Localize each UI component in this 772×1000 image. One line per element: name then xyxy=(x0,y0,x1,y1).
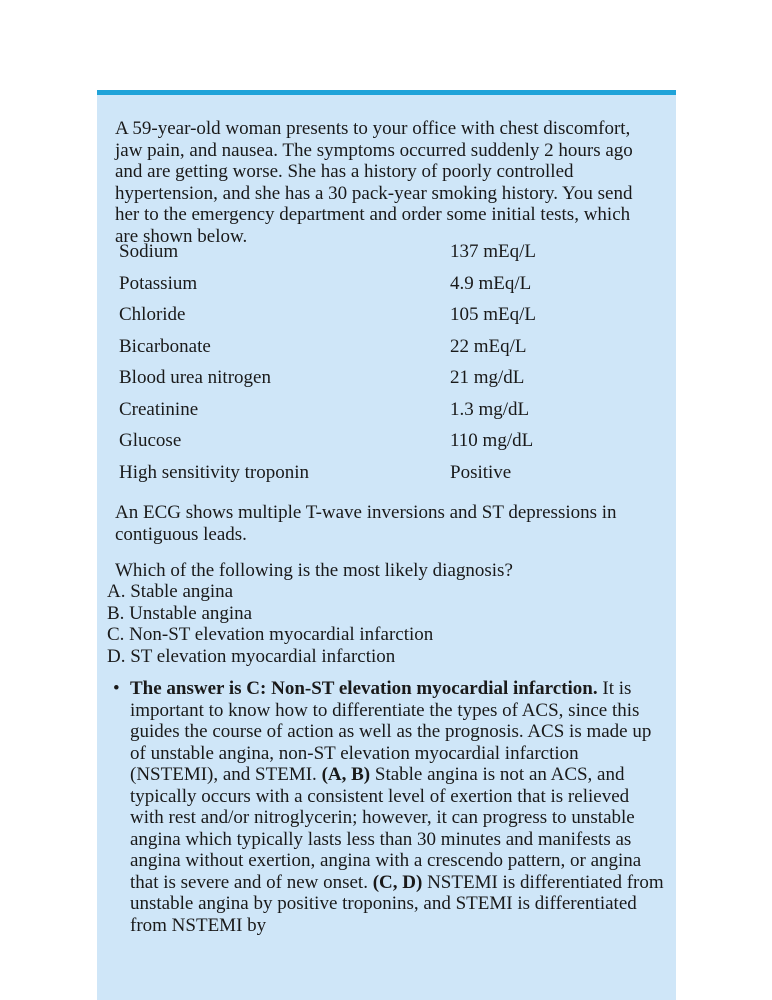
lab-row xyxy=(97,367,676,389)
answer-explanation xyxy=(130,678,665,936)
ecg-finding: An ECG shows multiple T-wave inversions and ST depressions in contiguous leads. xyxy=(115,502,617,545)
answer-options xyxy=(107,581,667,667)
lab-name: Chloride xyxy=(119,304,186,325)
option-b: B. Unstable angina xyxy=(107,602,253,624)
option-c: C. Non-ST elevation myocardial infarction xyxy=(107,624,434,645)
answer-text-3: NSTEMI is differentiated from unstable angina by positive troponins, and STEMI is differentiated from NSTEMI by xyxy=(130,871,664,936)
lab-row xyxy=(97,241,676,263)
lab-name: Bicarbonate xyxy=(119,335,211,357)
answer-heading: The answer is C: Non-ST elevation myocardial infarction. xyxy=(130,678,598,699)
lab-name: Potassium xyxy=(119,272,198,294)
question-box xyxy=(97,90,676,1000)
option-a: A. Stable angina xyxy=(107,581,234,602)
lab-row xyxy=(97,273,676,295)
lab-value: 4.9 mEq/L xyxy=(450,272,532,294)
answer-ref-ab: (A, B) xyxy=(321,764,371,785)
answer-ref-cd: (C, D) xyxy=(372,871,423,893)
lab-name: High sensitivity troponin xyxy=(119,461,309,483)
answer-bullet: • xyxy=(113,678,120,699)
lab-value: 105 mEq/L xyxy=(450,304,537,325)
answer-text-1: It is important to know how to differentiate the types of ACS, since this guides the course of action as well as the prognosis. ACS is made up of unstable angina, non-ST elevation myocardial infarction (NSTEMI), and STEMI. xyxy=(130,678,652,785)
lab-row xyxy=(97,399,676,421)
lab-value: 137 mEq/L xyxy=(450,241,537,262)
lab-row xyxy=(97,462,676,484)
lab-value: 1.3 mg/dL xyxy=(450,398,530,420)
lab-name: Creatinine xyxy=(119,398,199,420)
lab-name: Glucose xyxy=(119,430,182,451)
lab-row xyxy=(97,430,676,452)
lab-name: Sodium xyxy=(119,241,179,262)
option-d: D. ST elevation myocardial infarction xyxy=(107,645,396,667)
lab-value: 21 mg/dL xyxy=(450,367,525,388)
lab-value: Positive xyxy=(450,461,512,483)
lab-value: 22 mEq/L xyxy=(450,335,527,357)
lab-row xyxy=(97,304,676,326)
lab-row xyxy=(97,336,676,358)
lab-value: 110 mg/dL xyxy=(450,430,534,451)
lab-name: Blood urea nitrogen xyxy=(119,367,271,388)
question-stem: A 59-year-old woman presents to your office with chest discomfort, jaw pain, and nausea. The symptoms occurred suddenly 2 hours ago and are getting worse. She has a history of poorly controlled hypertension, and she has a 30 pack-year smoking history. You send her to the emergency department and order some initial tests, which are shown below. xyxy=(115,118,633,247)
question-prompt: Which of the following is the most likely diagnosis? xyxy=(115,560,513,581)
answer-text-2: Stable angina is not an ACS, and typically occurs with a consistent level of exertion that is relieved with rest and/or nitroglycerin; however, it can progress to unstable angina which typically lasts less than 30 minutes and manifests as angina without exertion, angina with a crescendo pattern, or angina that is severe and of new onset. xyxy=(130,764,642,893)
